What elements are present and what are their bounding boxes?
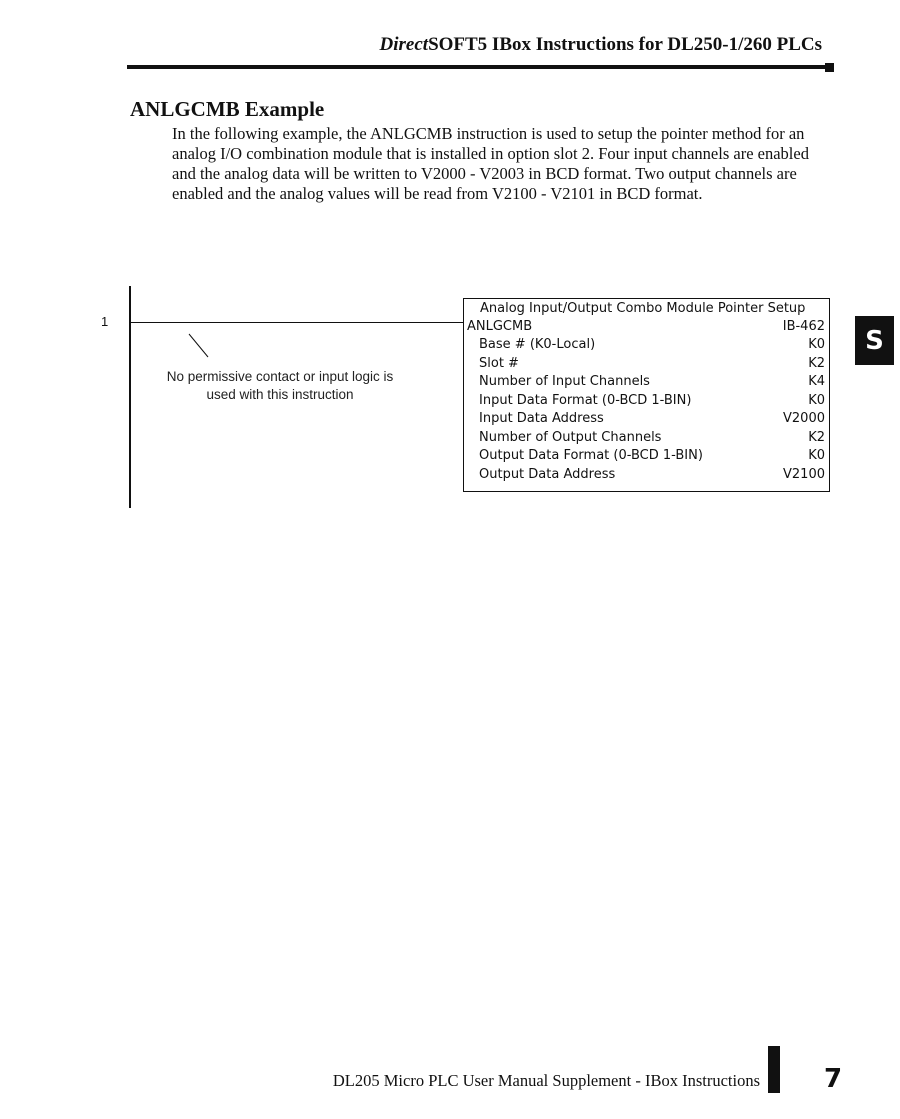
rung-line [130,322,464,323]
footer-text: DL205 Micro PLC User Manual Supplement - IBox Instructions [332,1071,760,1090]
ibox-param-row [479,356,825,374]
ibox-name: ANLGCMB [467,319,533,334]
ibox-title: Analog Input/Output Combo Module Pointer Setup [480,301,806,316]
ibox-param-row [479,430,825,448]
ibox-param-row [479,393,825,411]
param-value: K0 [808,337,825,352]
annotation-text [150,368,410,404]
section-heading: ANLGCMB Example [130,97,325,121]
ibox-param-row [479,411,825,429]
param-label: Output Data Address [479,466,616,482]
ibox-param-row [479,448,825,466]
page-number: 7 [824,1064,843,1094]
param-label: Input Data Format (0-BCD 1-BIN) [479,392,692,408]
left-power-rail [129,286,131,508]
side-tab: S [855,316,894,365]
param-label: Base # (K0-Local) [479,337,596,352]
param-value: K4 [808,374,825,389]
footer-bar [768,1046,780,1093]
param-label: Output Data Format (0-BCD 1-BIN) [479,448,703,463]
ibox-id: IB-462 [782,319,825,334]
annotation-line-2: used with this instruction [206,387,354,402]
ibox-param-row [479,374,825,392]
ibox-param-row [479,467,825,485]
param-value: K2 [808,429,825,445]
param-label: Number of Output Channels [479,429,662,445]
ibox-instruction-box [463,298,830,492]
intro-paragraph: In the following example, the ANLGCMB instruction is used to setup the pointer method for an analog I/O combination module that is installed in option slot 2. Four input channels are enabled and the analog data will be written to V2000 - V2003 in BCD format. Two output channels are enabled and the analog values will be read from V2100 - V2101 in BCD format. [172,124,809,203]
param-value: K0 [808,448,825,463]
annotation-line-1: No permissive contact or input logic is [166,369,394,384]
param-label: Slot # [479,355,519,371]
param-label: Number of Input Channels [479,374,650,389]
header-brand: Direct [379,34,429,55]
param-value: K0 [808,392,825,408]
param-value: K2 [808,355,825,371]
header-title-rest: SOFT5 IBox Instructions for DL250-1/260 PLCs [428,34,822,55]
header-square [825,63,834,72]
param-value: V2000 [783,411,825,426]
ibox-param-row [479,337,825,355]
rung-number: 1 [101,314,109,329]
header-rule [127,65,827,69]
header-title [380,34,822,56]
param-label: Input Data Address [479,411,604,426]
param-value: V2100 [783,466,825,482]
